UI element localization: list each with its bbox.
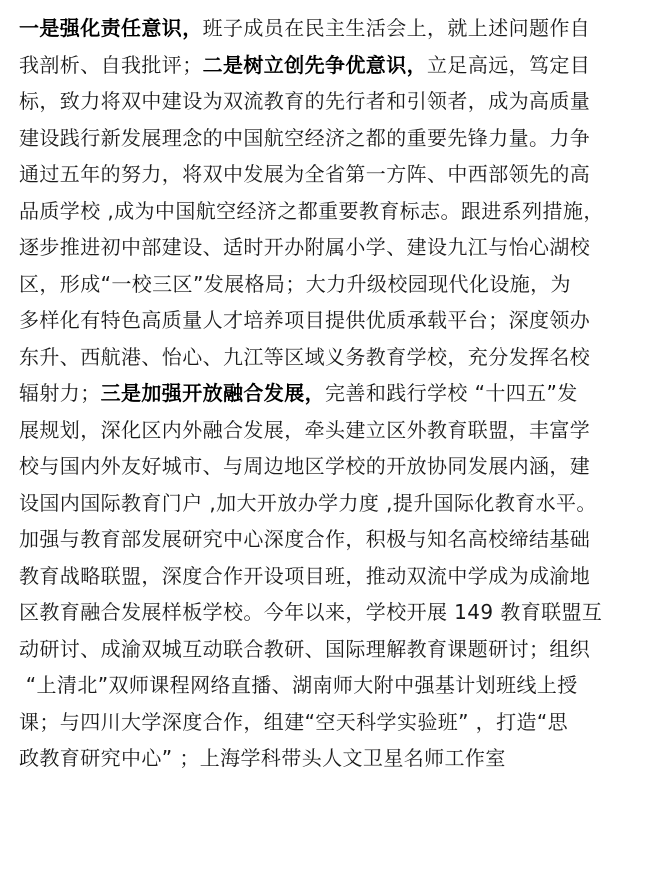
body-text: 完善和践行学校 “十四五”发 (325, 381, 578, 405)
body-text: 班子成员在民主生活会上，就上述问题作自 (202, 16, 591, 40)
body-text: “上清北”双师课程网络直播、湖南师大附中强基计划班线上授 (19, 673, 578, 697)
text-line (19, 120, 629, 157)
text-line (19, 412, 629, 449)
text-line (19, 266, 629, 303)
text-line (19, 156, 629, 193)
body-text: 通过五年的努力，将双中发展为全省第一方阵、中西部领先的高 (19, 162, 591, 186)
text-line (19, 10, 629, 47)
body-text: 设国内国际教育门户 ,加大开放办学力度 ,提升国际化教育水平。 (19, 490, 597, 515)
body-text: 立足高远，笃定目 (427, 52, 591, 77)
body-text: 校与国内外友好城市、与周边地区学校的开放协同发展内涵，建 (19, 454, 591, 478)
body-text: 辐射力； (19, 381, 101, 405)
text-line (19, 521, 629, 558)
text-line (19, 667, 629, 704)
text-line (19, 302, 629, 339)
body-text: 教育战略联盟，深度合作开设项目班，推动双流中学成为成渝地 (19, 563, 591, 588)
text-line (19, 631, 629, 668)
text-line (19, 594, 629, 631)
body-text: 我剖析、自我批评； (19, 52, 203, 77)
body-text: 展规划，深化区内外融合发展，牵头建立区外教育联盟，丰富学 (19, 417, 591, 442)
text-line (19, 740, 629, 777)
text-line (19, 193, 629, 230)
body-text: 课；与四川大学深度合作，组建“空天科学实验班” ，打造“思 (19, 709, 569, 734)
text-line (19, 558, 629, 595)
text-line (19, 83, 629, 120)
text-line (19, 47, 629, 84)
body-text: 区，形成“一校三区”发展格局；大力升级校园现代化设施，为 (19, 271, 571, 296)
text-line (19, 704, 629, 741)
text-line (19, 339, 629, 376)
bold-heading-text: 二是树立创先争优意识， (202, 52, 428, 77)
text-line (19, 448, 629, 485)
text-line (19, 375, 629, 412)
bold-heading-text: 一是强化责任意识， (19, 16, 203, 40)
text-line (19, 485, 629, 522)
body-text: 政教育研究中心” ；上海学科带头人文卫星名师工作室 (19, 746, 506, 770)
body-text: 加强与教育部发展研究中心深度合作，积极与知名高校缔结基础 (19, 527, 591, 551)
document-body (19, 10, 629, 777)
text-line (19, 229, 629, 266)
body-text: 区教育融合发展样板学校。今年以来，学校开展 149 教育联盟互 (19, 600, 603, 624)
body-text: 逐步推进初中部建设、适时开办附属小学、建设九江与怡心湖校 (19, 235, 591, 259)
body-text: 多样化有特色高质量人才培养项目提供优质承载平台；深度领办 (19, 308, 591, 332)
bold-heading-text: 三是加强开放融合发展， (100, 381, 326, 405)
body-text: 品质学校 ,成为中国航空经济之都重要教育标志。跟进系列措施， (19, 198, 604, 223)
body-text: 建设践行新发展理念的中国航空经济之都的重要先锋力量。力争 (19, 125, 591, 150)
body-text: 动研讨、成渝双城互动联合教研、国际理解教育课题研讨；组织 (19, 636, 591, 661)
body-text: 东升、西航港、怡心、九江等区域义务教育学校，充分发挥名校 (19, 344, 591, 369)
body-text: 标，致力将双中建设为双流教育的先行者和引领者，成为高质量 (19, 89, 591, 113)
